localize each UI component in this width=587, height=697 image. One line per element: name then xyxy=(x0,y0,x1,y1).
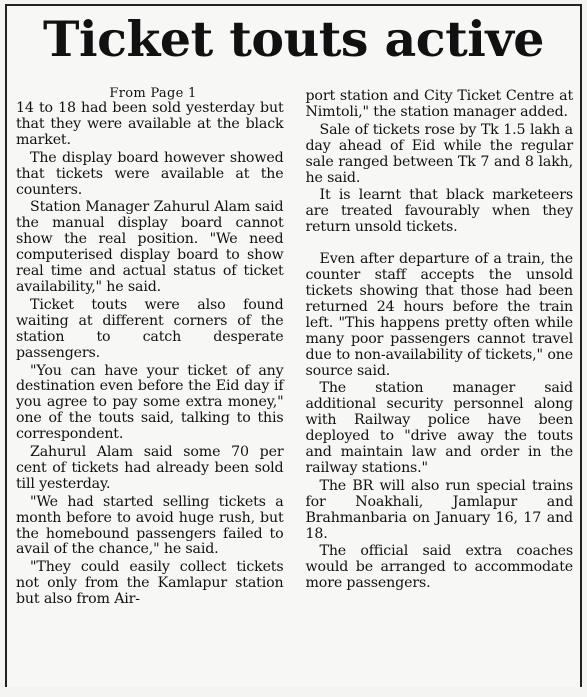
paragraph: Zahurul Alam said some 70 per cent of tickets had already been sold till yesterday. xyxy=(16,445,284,493)
paragraph: It is learnt that black marketeers are treated favourably when they return unsold tickets. xyxy=(306,188,574,236)
paragraph: 14 to 18 had been sold yesterday but that they were available at the black market. xyxy=(16,101,284,149)
paragraph: "You can have your ticket of any destination even before the Eid day if you agree to pay some extra money," one of the touts said, talking to this correspondent. xyxy=(16,364,284,444)
source-line: From Page 1 xyxy=(10,86,296,101)
paragraph: The official said extra coaches would be arranged to accommodate more passengers. xyxy=(306,544,574,592)
paragraph: The station manager said additional security personnel along with Railway police have been deployed to "drive away the touts and maintain law and order in the railway stations." xyxy=(306,381,574,476)
left-column xyxy=(16,101,284,693)
paragraph: Sale of tickets rose by Tk 1.5 lakh a day ahead of Eid while the regular sale ranged between Tk 7 and 8 lakh, he said. xyxy=(306,123,574,187)
paragraph: Station Manager Zahurul Alam said the manual display board cannot show the real position. "We need computerised display board to show real time and actual status of ticket availability," he said. xyxy=(16,200,284,295)
headline: Ticket touts active xyxy=(7,10,580,72)
right-column xyxy=(306,89,574,693)
paragraph: Even after departure of a train, the counter staff accepts the unsold tickets showing that those had been returned 24 hours before the train left. "This happens pretty often while many poor passengers cannot travel due to non-availability of tickets," one source said. xyxy=(306,252,574,379)
paragraph: The BR will also run special trains for Noakhali, Jamlapur and Brahmanbaria on January 16, 17 and 18. xyxy=(306,479,574,543)
paragraph: The display board however showed that tickets were available at the counters. xyxy=(16,151,284,199)
paragraph: Ticket touts were also found waiting at different corners of the station to catch desperate passengers. xyxy=(16,298,284,362)
paragraph: "We had started selling tickets a month before to avoid huge rush, but the homebound passengers failed to avail of the chance," he said. xyxy=(16,495,284,559)
paragraph: port station and City Ticket Centre at Nimtoli," the station manager added. xyxy=(306,89,574,121)
article-body xyxy=(16,101,573,693)
paragraph: "They could easily collect tickets not only from the Kamlapur station but also from Air- xyxy=(16,560,284,608)
